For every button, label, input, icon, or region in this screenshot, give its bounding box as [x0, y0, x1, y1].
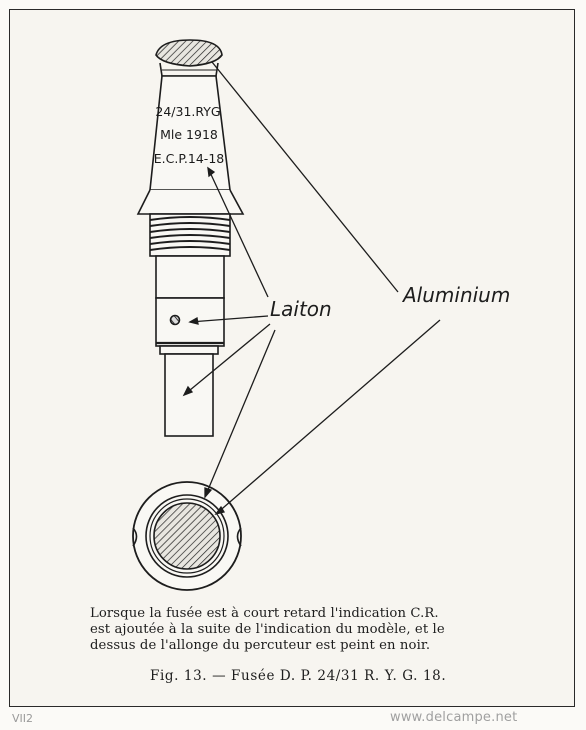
- footer-watermark: www.delcampe.net: [390, 710, 518, 725]
- engraving-line-3: E.C.P.14-18: [153, 151, 225, 166]
- fuse-striker-extension: [165, 354, 213, 436]
- fuse-engraving: [154, 104, 225, 166]
- caption-line-2: est ajoutée à la suite de l'indication du modèle, et le: [90, 622, 445, 637]
- fuse-screw: [171, 316, 180, 325]
- engraving-line-2: Mle 1918: [160, 127, 218, 142]
- leader-aluminium-disc: [216, 320, 440, 514]
- caption-line-3: dessus de l'allonge du percuteur est peint en noir.: [90, 638, 431, 653]
- label-laiton: Laiton: [270, 297, 332, 321]
- fuse-lower-body: [156, 256, 224, 298]
- leader-aluminium-tip: [212, 62, 398, 292]
- fuse-top-view: [133, 482, 241, 590]
- caption: [90, 606, 530, 654]
- engraving-line-1: 24/31.RYG: [155, 104, 221, 119]
- figure-title: Fig. 13. — Fusée D. P. 24/31 R. Y. G. 18.: [150, 668, 447, 684]
- fuse-side-view: [138, 40, 243, 436]
- top-view-aluminium-disc: [154, 503, 220, 569]
- caption-line-1: Lorsque la fusée est à court retard l'indication C.R.: [90, 606, 439, 621]
- footer-mark: VII2: [12, 712, 34, 725]
- label-aluminium: Aluminium: [403, 283, 511, 307]
